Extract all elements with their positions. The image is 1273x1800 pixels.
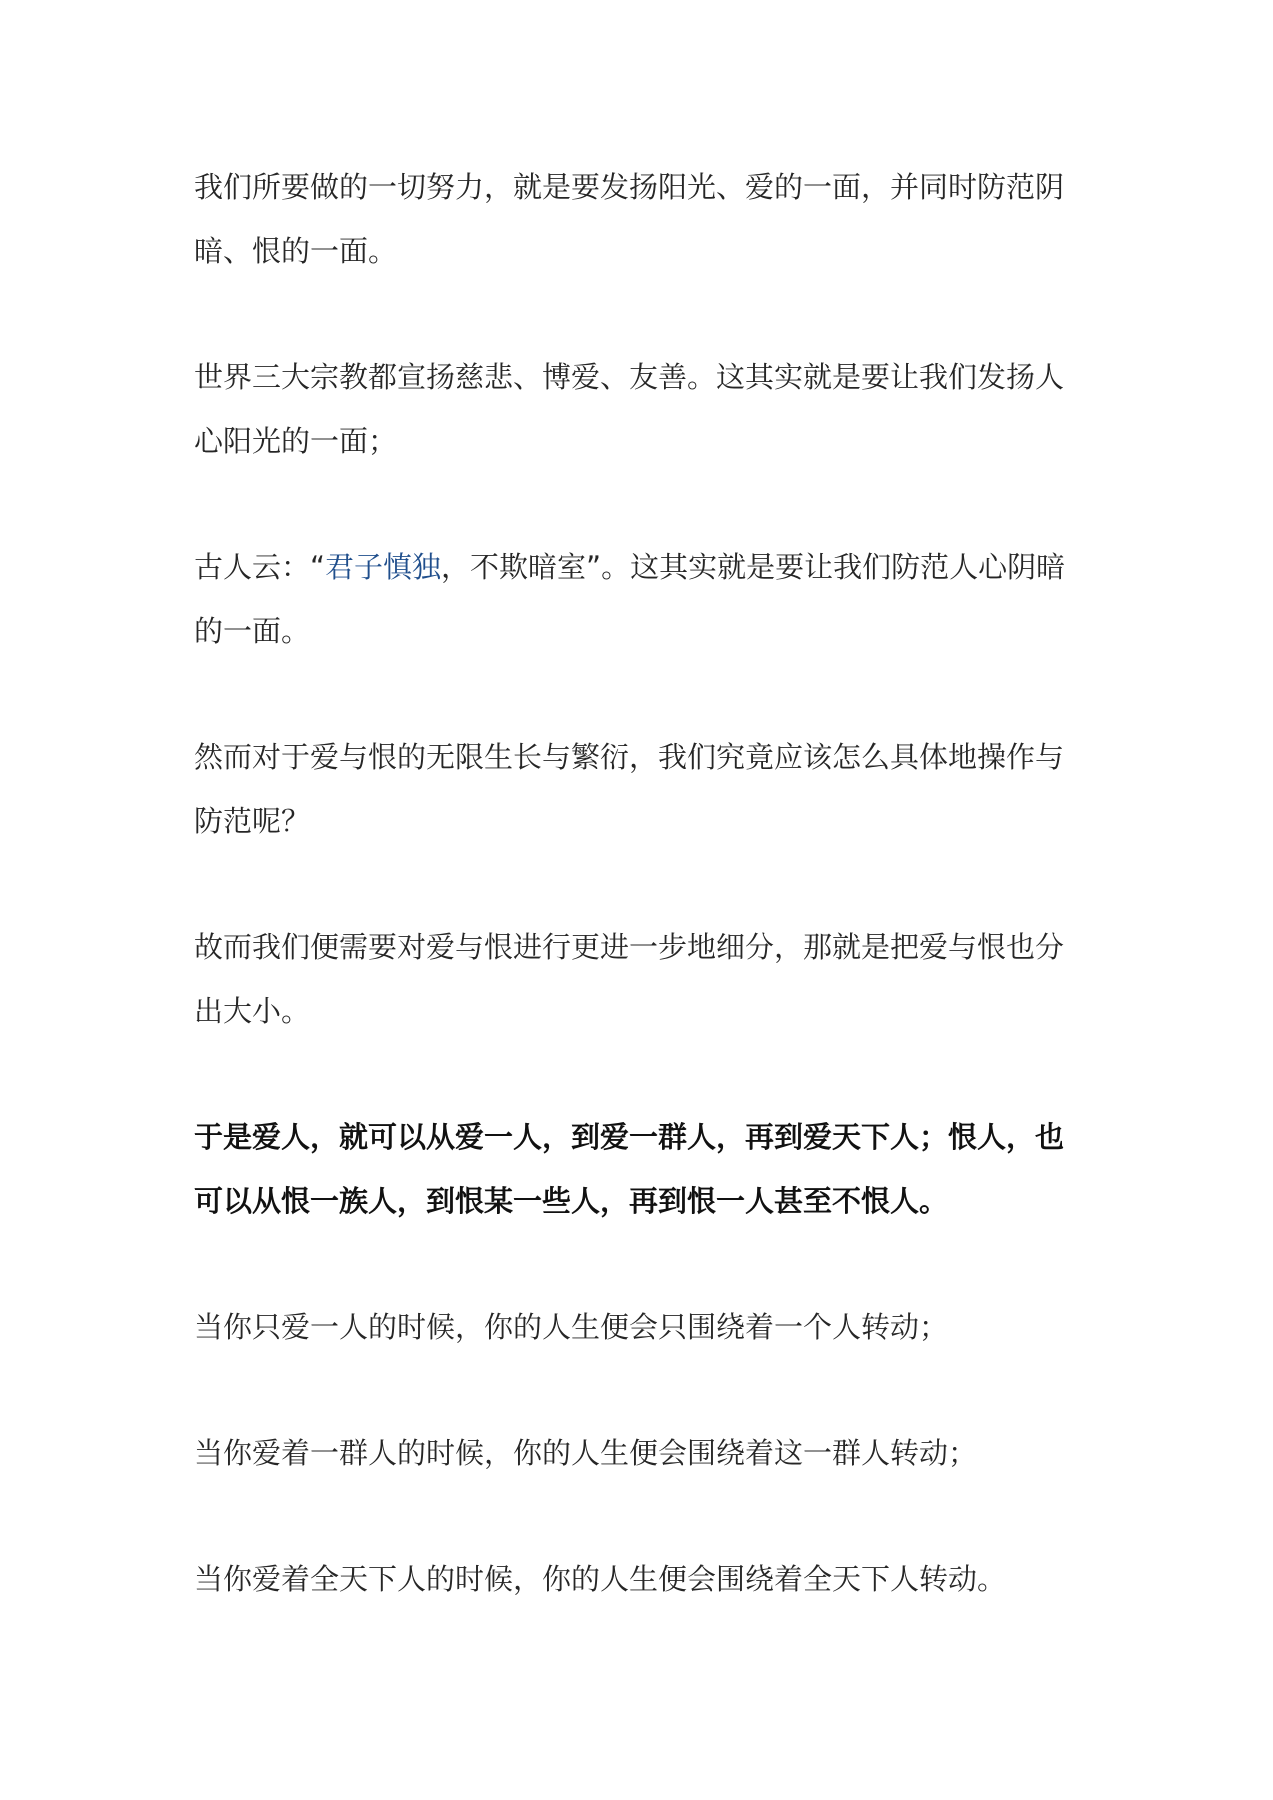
paragraph: 当你只爱一人的时候，你的人生便会只围绕着一个人转动； bbox=[194, 1310, 949, 1344]
article-body bbox=[194, 155, 1089, 1673]
quote-suffix: ，不欺暗室”。这其实就是要让我们防范人心阴暗的一面。 bbox=[194, 550, 1066, 648]
paragraph: 故而我们便需要对爱与恨进行更进一步地细分，那就是把爱与恨也分出大小。 bbox=[194, 930, 1065, 1028]
paragraph: 然而对于爱与恨的无限生长与繁衍，我们究竟应该怎么具体地操作与防范呢？ bbox=[194, 740, 1065, 838]
quote-prefix: 古人云：“ bbox=[194, 550, 326, 584]
paragraph: 当你爱着一群人的时候，你的人生便会围绕着这一群人转动； bbox=[194, 1436, 978, 1470]
bold-paragraph: 于是爱人，就可以从爱一人，到爱一群人，再到爱天下人；恨人，也可以从恨一族人，到恨某一些人，再到恨一人甚至不恨人。 bbox=[194, 1120, 1065, 1218]
paragraph-quote bbox=[194, 535, 1089, 663]
paragraph: 我们所要做的一切努力，就是要发扬阳光、爱的一面，并同时防范阴暗、恨的一面。 bbox=[194, 170, 1065, 268]
paragraph: 当你爱着全天下人的时候，你的人生便会围绕着全天下人转动。 bbox=[194, 1562, 1007, 1596]
quote-link[interactable]: 君子慎独 bbox=[325, 550, 442, 584]
paragraph: 世界三大宗教都宣扬慈悲、博爱、友善。这其实就是要让我们发扬人心阳光的一面； bbox=[194, 360, 1065, 458]
